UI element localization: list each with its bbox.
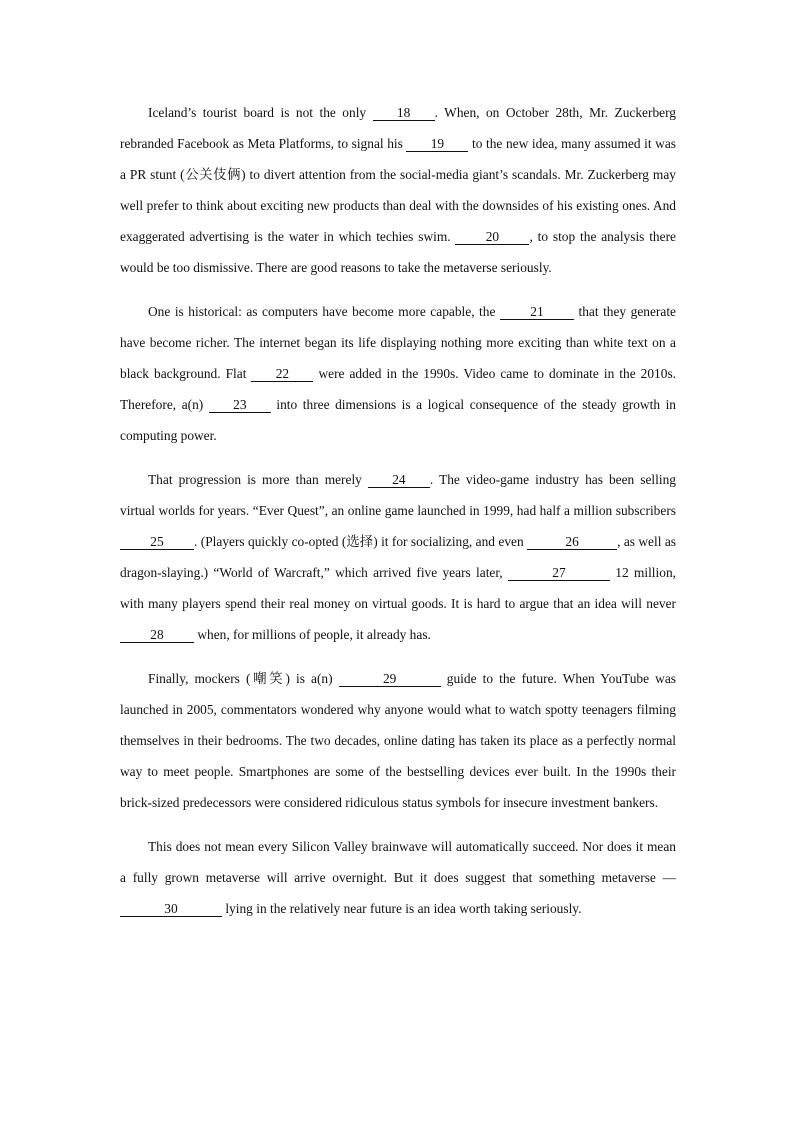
answer-blank-19[interactable]: 19 — [406, 136, 468, 152]
answer-blank-26[interactable]: 26 — [527, 534, 617, 550]
passage-text: , to stop the analysis there would be too dismissive. There are good reasons to take the metaverse seriously. — [120, 229, 676, 275]
answer-blank-30[interactable]: 30 — [120, 901, 222, 917]
answer-blank-21[interactable]: 21 — [500, 304, 574, 320]
passage-text: , as well as dragon-slaying.) “World of Warcraft,” which arrived five years later, — [120, 534, 676, 580]
passage — [120, 97, 676, 937]
passage-text: into three dimensions is a logical consequence of the steady growth in computing power. — [120, 397, 676, 443]
paragraph — [120, 296, 676, 451]
passage-text: that they generate have become richer. The internet began its life displaying nothing more exciting than white text on a black background. Flat — [120, 304, 676, 381]
passage-text: when, for millions of people, it already has. — [194, 627, 431, 642]
paragraph — [120, 831, 676, 924]
paragraph — [120, 97, 676, 283]
answer-blank-18[interactable]: 18 — [373, 105, 435, 121]
paragraph — [120, 663, 676, 818]
passage-text: lying in the relatively near future is an idea worth taking seriously. — [222, 901, 582, 916]
passage-text: Finally, mockers (嘲笑) is a(n) — [148, 671, 339, 686]
passage-text: . When, on October 28th, Mr. Zuckerberg rebranded Facebook as Meta Platforms, to signal his — [120, 105, 676, 151]
passage-text: One is historical: as computers have become more capable, the — [148, 304, 500, 319]
answer-blank-24[interactable]: 24 — [368, 472, 430, 488]
answer-blank-27[interactable]: 27 — [508, 565, 610, 581]
answer-blank-23[interactable]: 23 — [209, 397, 271, 413]
passage-text: . (Players quickly co-opted (选择) it for socializing, and even — [194, 534, 528, 549]
answer-blank-20[interactable]: 20 — [455, 229, 529, 245]
passage-text: guide to the future. When YouTube was launched in 2005, commentators wondered why anyone would what to watch spotty teenagers filming themselves in their bedrooms. The two decades, online dating has taken its place as a perfectly normal way to meet people. Smartphones are some of the bestselling devices ever built. In the 1990s their brick-sized predecessors were considered ridiculous status symbols for insecure investment bankers. — [120, 671, 676, 810]
passage-text: 12 million, with many players spend their real money on virtual goods. It is hard to argue that an idea will never — [120, 565, 676, 611]
paragraph — [120, 464, 676, 650]
passage-text: were added in the 1990s. Video came to dominate in the 2010s. Therefore, a(n) — [120, 366, 676, 412]
passage-text: This does not mean every Silicon Valley brainwave will automatically succeed. Nor does it mean a fully grown metaverse will arrive overnight. But it does suggest that something metaverse — — [120, 839, 676, 885]
answer-blank-22[interactable]: 22 — [251, 366, 313, 382]
answer-blank-29[interactable]: 29 — [339, 671, 441, 687]
passage-text: Iceland’s tourist board is not the only — [148, 105, 373, 120]
passage-text: . The video-game industry has been selling virtual worlds for years. “Ever Quest”, an online game launched in 1999, had half a million subscribers — [120, 472, 676, 518]
passage-text: That progression is more than merely — [148, 472, 368, 487]
answer-blank-28[interactable]: 28 — [120, 627, 194, 643]
passage-text: to the new idea, many assumed it was a PR stunt (公关伎俩) to divert attention from the social-media giant’s scandals. Mr. Zuckerberg may well prefer to think about exciting new products than deal with the downsides of his existing ones. And exaggerated advertising is the water in which techies swim. — [120, 136, 676, 244]
answer-blank-25[interactable]: 25 — [120, 534, 194, 550]
